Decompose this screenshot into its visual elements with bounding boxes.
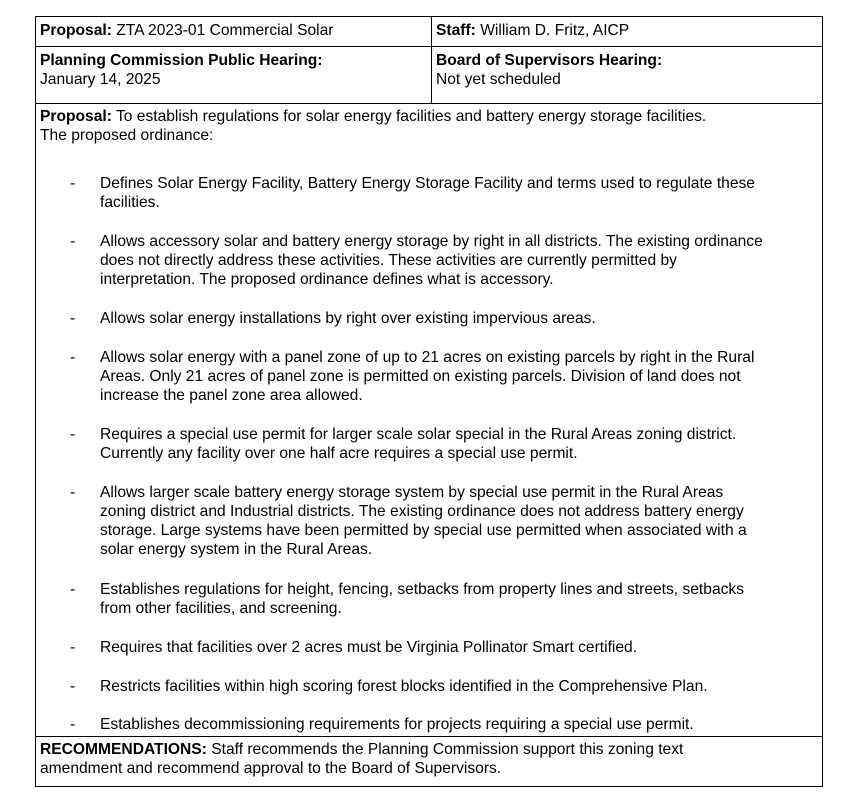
list-item-line: Allows solar energy installations by right over existing impervious areas. [100, 310, 596, 327]
proposal-section [36, 104, 822, 737]
list-item-line: Currently any facility over one half acre requires a special use permit. [100, 445, 578, 462]
staff-cell [432, 17, 822, 46]
staff-value: William D. Fritz, AICP [475, 22, 630, 39]
list-item-line: increase the panel zone area allowed. [100, 387, 363, 404]
list-bullet: - [70, 581, 76, 598]
proposal-value: ZTA 2023-01 Commercial Solar [111, 22, 334, 39]
proposal-body-text: To establish regulations for solar energy facilities and battery energy storage facilities. [111, 108, 707, 125]
list-item-line: storage. Large systems have been permitted by special use permitted when associated with a [100, 522, 747, 539]
list-item-line: Requires a special use permit for larger scale solar special in the Rural Areas zoning district. [100, 426, 737, 443]
list-bullet: - [70, 426, 76, 443]
list-item-line: Allows larger scale battery energy storage system by special use permit in the Rural Areas [100, 484, 724, 501]
list-bullet: - [70, 175, 76, 192]
proposal-body [36, 104, 822, 736]
list-bullet: - [70, 233, 76, 250]
recommendations-body [36, 737, 822, 786]
recommendations-label: RECOMMENDATIONS: [40, 741, 207, 758]
recommendations-line-1: Staff recommends the Planning Commission support this zoning text [206, 741, 684, 758]
board-of-supervisors-date: Not yet scheduled [436, 71, 561, 88]
list-bullet: - [70, 678, 76, 695]
list-item-text [100, 715, 816, 734]
proposal-label: Proposal: [40, 22, 112, 39]
list-item-text [100, 348, 816, 405]
planning-commission-cell [36, 47, 432, 103]
list-bullet: - [70, 484, 76, 501]
list-item-text [100, 638, 816, 657]
list-item-line: facilities. [100, 194, 160, 211]
list-item-line: Allows solar energy with a panel zone of up to 21 acres on existing parcels by right in the Rural [100, 349, 755, 366]
header-row-1 [36, 17, 822, 47]
board-of-supervisors-label: Board of Supervisors Hearing: [436, 52, 663, 69]
list-item-line: Areas. Only 21 acres of panel zone is permitted on existing parcels. Division of land does not [100, 368, 741, 385]
recommendations-line-2: amendment and recommend approval to the Board of Supervisors. [40, 760, 502, 777]
staff-report-table [35, 16, 823, 787]
list-item-text [100, 483, 816, 559]
board-of-supervisors-cell [432, 47, 822, 103]
list-item-line: Allows accessory solar and battery energy storage by right in all districts. The existing ordinance [100, 233, 763, 250]
list-bullet: - [70, 716, 76, 733]
list-item-text [100, 677, 816, 696]
list-item-text [100, 425, 816, 463]
list-item-text [100, 580, 816, 618]
list-item-line: zoning district and Industrial districts. The existing ordinance does not address battery energy [100, 503, 744, 520]
list-item-text [100, 232, 816, 289]
list-item-line: Requires that facilities over 2 acres must be Virginia Pollinator Smart certified. [100, 639, 638, 656]
list-item-text [100, 174, 816, 212]
recommendations-section [36, 737, 822, 786]
list-bullet: - [70, 639, 76, 656]
header-row-2 [36, 47, 822, 104]
list-bullet: - [70, 310, 76, 327]
list-item-line: Restricts facilities within high scoring forest blocks identified in the Comprehensive Plan. [100, 678, 708, 695]
staff-label: Staff: [436, 22, 476, 39]
planning-commission-date: January 14, 2025 [40, 71, 161, 88]
list-item-line: interpretation. The proposed ordinance defines what is accessory. [100, 271, 554, 288]
list-item-line: Defines Solar Energy Facility, Battery Energy Storage Facility and terms used to regulate these [100, 175, 755, 192]
list-item-line: does not directly address these activities. These activities are currently permitted by [100, 252, 677, 269]
list-item-line: Establishes regulations for height, fencing, setbacks from property lines and streets, setbacks [100, 581, 745, 598]
list-item-text [100, 309, 816, 328]
list-item-line: solar energy system in the Rural Areas. [100, 541, 373, 558]
list-bullet: - [70, 349, 76, 366]
proposal-body-label: Proposal: [40, 108, 112, 125]
proposal-intro: The proposed ordinance: [40, 127, 214, 144]
list-item-line: Establishes decommissioning requirements for projects requiring a special use permit. [100, 716, 694, 733]
proposal-cell [36, 17, 432, 46]
list-item-line: from other facilities, and screening. [100, 600, 342, 617]
planning-commission-label: Planning Commission Public Hearing: [40, 52, 323, 69]
